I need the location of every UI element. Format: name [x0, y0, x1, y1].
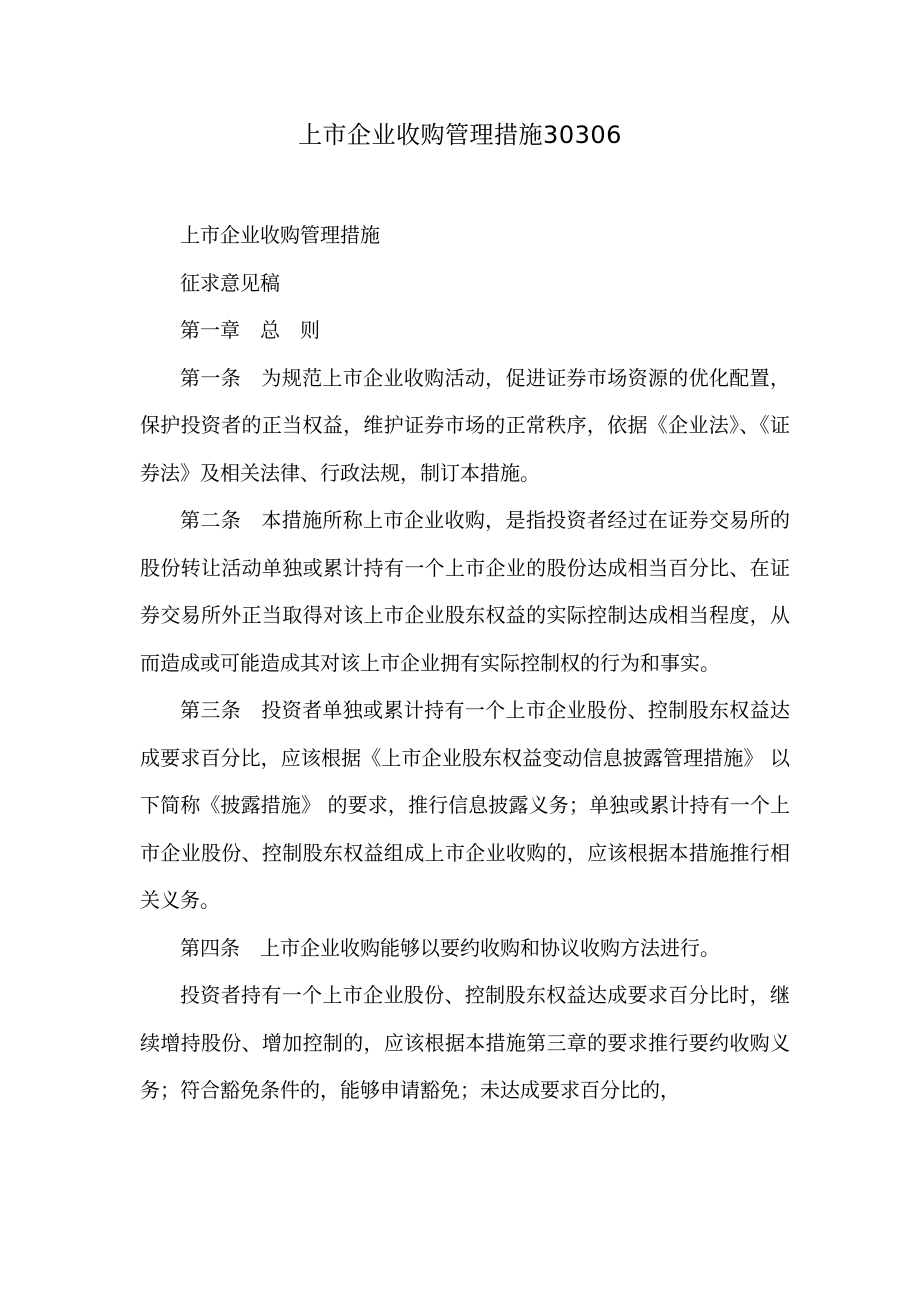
document-subtitle: 上市企业收购管理措施	[180, 223, 380, 247]
document-title: 上市企业收购管理措施30306	[298, 121, 622, 149]
article-4-continuation-paragraph: 投资者持有一个上市企业股份、控制股东权益达成要求百分比时，继续增持股份、增加控制的，应该根据本措施第三章的要求推行要约收购义务；符合豁免条件的，能够申请豁免；未达成要求百分比的，	[140, 983, 790, 1102]
chapter-heading: 第一章 总 则	[180, 318, 320, 342]
document-body	[140, 212, 790, 1115]
draft-label: 征求意见稿	[180, 270, 280, 295]
article-2-paragraph: 第二条 本措施所称上市企业收购，是指投资者经过在证券交易所的股份转让活动单独或累计持有一个上市企业的股份达成相当百分比、在证券交易所外正当取得对该上市企业股东权益的实际控制达成相当程度，从而造成或可能造成其对该上市企业拥有实际控制权的行为和事实。	[140, 508, 790, 675]
article-1-paragraph: 第一条 为规范上市企业收购活动，促进证券市场资源的优化配置，保护投资者的正当权益，维护证券市场的正常秩序，依据《企业法》、《证券法》及相关法律、行政法规，制订本措施。	[140, 365, 790, 485]
article-3-paragraph: 第三条 投资者单独或累计持有一个上市企业股份、控制股东权益达成要求百分比，应该根据《上市企业股东权益变动信息披露管理措施》 以下简称《披露措施》 的要求，推行信息披露义务；单独或累计持有一个上市企业股份、控制股东权益组成上市企业收购的，应该根据本措施推行相关义务。	[140, 698, 790, 912]
article-4-paragraph: 第四条 上市企业收购能够以要约收购和协议收购方法进行。	[180, 935, 720, 960]
